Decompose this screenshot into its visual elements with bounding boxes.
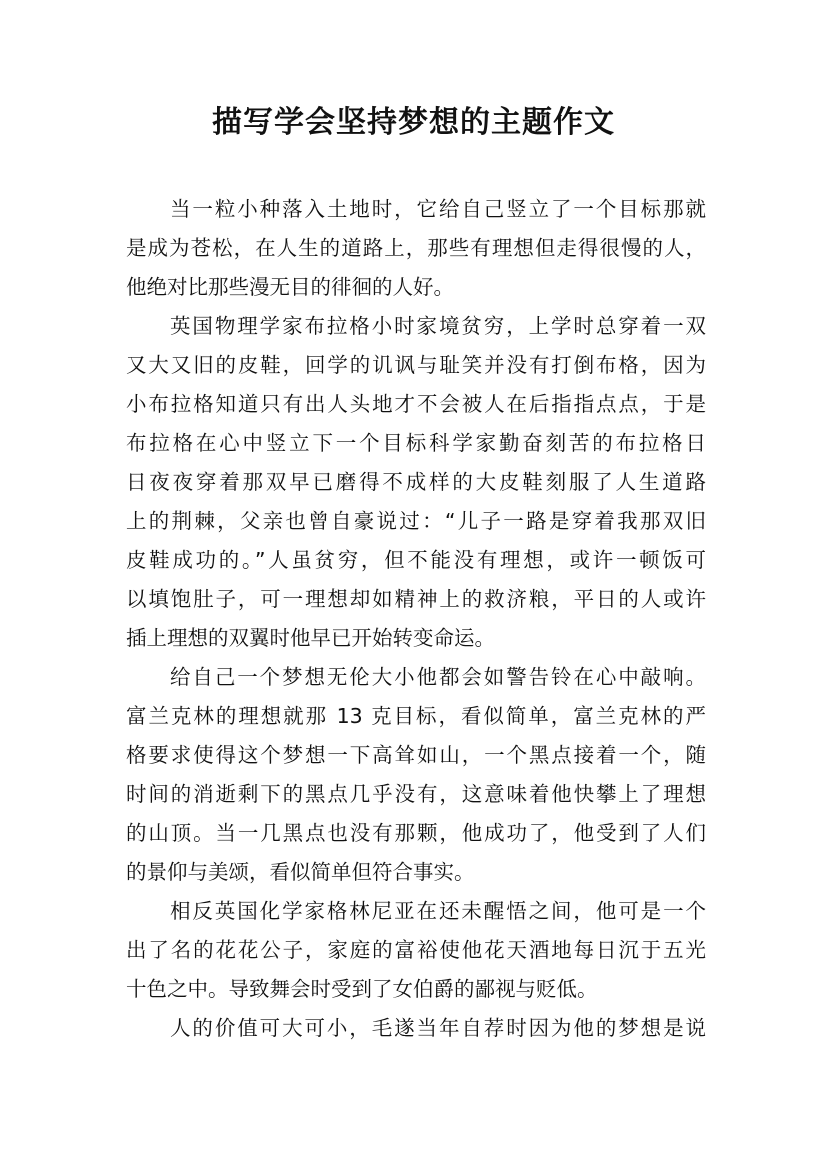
text-line: 布拉格在心中竖立下一个目标科学家勤奋刻苦的布拉格日 — [126, 431, 706, 455]
text-line: 的景仰与美颂，看似简单但符合事实。 — [126, 860, 475, 884]
text-line: 相反英国化学家格林尼亚在还未醒悟之间，他可是一个 — [170, 899, 706, 923]
paragraph-2 — [126, 307, 706, 658]
text-line: 给自己一个梦想无伦大小他都会如警告铃在心中敲响。 — [170, 665, 706, 689]
paragraph-1 — [126, 190, 706, 307]
text-line: 小布拉格知道只有出人头地才不会被人在后指指点点，于是 — [126, 392, 706, 416]
text-line: 英国物理学家布拉格小时家境贫穷，上学时总穿着一双 — [170, 314, 706, 338]
text-line: 时间的消逝剩下的黑点几乎没有，这意味着他快攀上了理想 — [126, 782, 706, 806]
text-line: 皮鞋成功的。”人虽贫穷，但不能没有理想，或许一顿饭可 — [126, 548, 706, 572]
paragraph-3 — [126, 658, 706, 892]
text-line: 十色之中。导致舞会时受到了女伯爵的鄙视与贬低。 — [126, 977, 598, 1001]
text-line: 人的价值可大可小，毛遂当年自荐时因为他的梦想是说 — [170, 1016, 706, 1040]
document-body — [126, 190, 706, 1048]
text-line: 出了名的花花公子，家庭的富裕使他花天酒地每日沉于五光 — [126, 938, 706, 962]
text-line: 插上理想的双翼时他早已开始转变命运。 — [126, 626, 495, 650]
paragraph-5 — [126, 1009, 706, 1048]
text-line: 的山顶。当一几黑点也没有那颗，他成功了，他受到了人们 — [126, 821, 706, 845]
text-line: 他绝对比那些漫无目的徘徊的人好。 — [126, 275, 454, 299]
text-line: 又大又旧的皮鞋，回学的讥讽与耻笑并没有打倒布格，因为 — [126, 353, 706, 377]
text-line: 当一粒小种落入土地时，它给自己竖立了一个目标那就 — [170, 197, 706, 221]
text-line: 富兰克林的理想就那 13 克目标，看似简单，富兰克林的严 — [126, 704, 706, 728]
text-line: 格要求使得这个梦想一下高耸如山，一个黑点接着一个，随 — [126, 743, 706, 767]
text-line: 日夜夜穿着那双早已磨得不成样的大皮鞋刻服了人生道路 — [126, 470, 706, 494]
text-line: 是成为苍松，在人生的道路上，那些有理想但走得很慢的人， — [126, 236, 706, 260]
text-line: 上的荆棘，父亲也曾自豪说过：“儿子一路是穿着我那双旧 — [126, 509, 706, 533]
paragraph-4 — [126, 892, 706, 1009]
text-line: 以填饱肚子，可一理想却如精神上的救济粮，平日的人或许 — [126, 587, 706, 611]
document-title: 描写学会坚持梦想的主题作文 — [212, 105, 615, 140]
